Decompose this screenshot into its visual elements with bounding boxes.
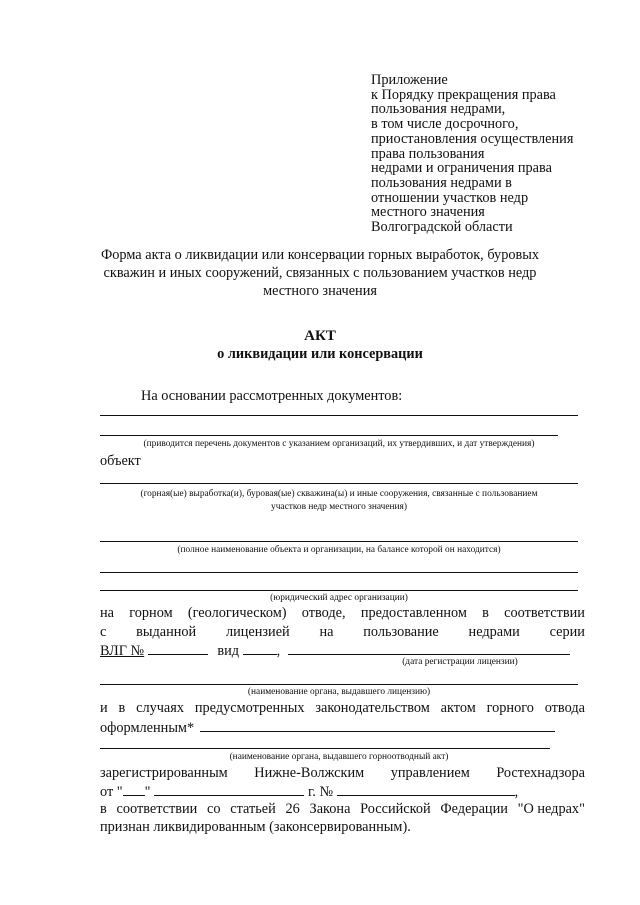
act-subtitle: о ликвидации или консервации <box>217 346 423 362</box>
word: Российской <box>360 801 431 817</box>
date-quote: " <box>144 784 151 800</box>
law-line <box>100 801 585 818</box>
word: 26 <box>285 801 300 817</box>
issuer-field-line[interactable] <box>100 684 578 685</box>
word: и <box>100 700 108 716</box>
executed-label: оформленным* <box>100 720 195 736</box>
basis-label: На основании рассмотренных документов: <box>141 388 403 404</box>
comma: , <box>276 643 281 659</box>
word: соответствии <box>116 801 198 817</box>
word: серии <box>549 624 585 640</box>
documents-field-line-1[interactable] <box>100 415 578 416</box>
word: со <box>207 801 221 817</box>
word: в <box>482 605 489 621</box>
license-line <box>100 624 585 641</box>
word: зарегистрированным <box>100 765 228 781</box>
word: управлением <box>390 765 470 781</box>
act-title: АКТ <box>304 328 336 344</box>
word: законодательством <box>315 700 430 716</box>
word: Ростехнадзора <box>496 765 585 781</box>
word: лицензией <box>225 624 290 640</box>
word: в <box>118 700 126 716</box>
word: на <box>319 624 334 640</box>
executed-row <box>100 719 555 737</box>
word: отводе, <box>301 605 346 621</box>
object-caption-2: участков недр местного значения) <box>271 502 407 512</box>
license-kind-field[interactable] <box>243 642 277 655</box>
word: недрами <box>468 624 520 640</box>
word: Федерации <box>440 801 508 817</box>
mining-act-field-1[interactable] <box>200 719 555 732</box>
word: случаях <box>136 700 184 716</box>
word: с <box>100 624 107 640</box>
documents-field-line-2[interactable] <box>100 435 558 436</box>
form-title-line-2: скважин и иных сооружений, связанных с пользованием участков недр <box>103 265 537 281</box>
word: актом <box>440 700 476 716</box>
mining-act-field-line-2[interactable] <box>100 748 550 749</box>
object-field-line[interactable] <box>100 483 578 484</box>
word: в <box>100 801 107 817</box>
word: соответствии <box>504 605 585 621</box>
documents-caption: (приводится перечень документов с указанием организаций, их утвердивших, и дат утверждения) <box>143 439 535 449</box>
registered-line <box>100 765 585 782</box>
date-row <box>100 783 518 801</box>
appendix-line: пользования недрами, <box>371 101 506 118</box>
form-title-line-1: Форма акта о ликвидации или консервации горных выработок, буровых <box>100 247 540 263</box>
appendix-line: местного значения <box>371 204 485 221</box>
mining-act-caption: (наименование органа, выдавшего горноотводный акт) <box>229 752 449 762</box>
year-no-label: г. № <box>308 784 334 800</box>
vlg-label: ВЛГ № <box>100 643 145 659</box>
word: предусмотренных <box>194 700 305 716</box>
date-from-label: от " <box>100 784 123 800</box>
appendix-line: отношении участков недр <box>371 189 529 206</box>
license-reg-date-field[interactable] <box>288 642 570 655</box>
word: выданной <box>136 624 197 640</box>
word: Закона <box>309 801 351 817</box>
appendix-line: недрами и ограничения права <box>371 160 552 177</box>
appendix-line: к Порядку прекращения права <box>371 86 556 103</box>
cases-line <box>100 700 585 717</box>
appendix-line: права пользования <box>371 145 485 162</box>
object-label: объект <box>100 453 141 469</box>
word: "О недрах" <box>517 801 585 817</box>
appendix-line: Волгоградской области <box>371 219 513 236</box>
word: статьей <box>230 801 276 817</box>
word: горного <box>486 700 534 716</box>
date-day-field[interactable] <box>123 783 145 796</box>
fullname-field-line[interactable] <box>100 541 578 542</box>
allotment-line <box>100 605 585 622</box>
word: предоставленном <box>360 605 467 621</box>
address-field-line-1[interactable] <box>100 572 578 573</box>
kind-label: вид <box>217 643 240 659</box>
fullname-caption: (полное наименование объекта и организации, на балансе которой он находится) <box>177 545 501 555</box>
word: на <box>100 605 114 621</box>
issuer-caption: (наименование органа, выдавшего лицензию) <box>247 687 431 697</box>
comma: , <box>514 784 519 800</box>
appendix-block <box>371 73 573 235</box>
word: пользование <box>363 624 439 640</box>
recognized-text: признан ликвидированным (законсервированным). <box>100 819 411 835</box>
address-field-line-2[interactable] <box>100 590 578 591</box>
registration-number-field[interactable] <box>337 783 515 796</box>
address-caption: (юридический адрес организации) <box>270 593 408 603</box>
word: (геологическом) <box>187 605 287 621</box>
reg-date-caption: (дата регистрации лицензии) <box>402 657 518 667</box>
appendix-line: пользования недрами в <box>371 174 512 191</box>
word: Нижне-Волжским <box>254 765 365 781</box>
appendix-line: в том числе досрочного, <box>371 116 519 133</box>
date-month-field[interactable] <box>154 783 304 796</box>
form-title-line-3: местного значения <box>263 283 377 299</box>
appendix-line: Приложение <box>371 72 448 88</box>
object-caption-1: (горная(ые) выработка(и), буровая(ые) скважина(ы) и иные сооружения, связанные с пользованием <box>140 489 538 499</box>
appendix-line: приостановления осуществления <box>371 130 574 147</box>
license-number-field[interactable] <box>148 642 208 655</box>
word: отвода <box>544 700 585 716</box>
word: горном <box>129 605 173 621</box>
